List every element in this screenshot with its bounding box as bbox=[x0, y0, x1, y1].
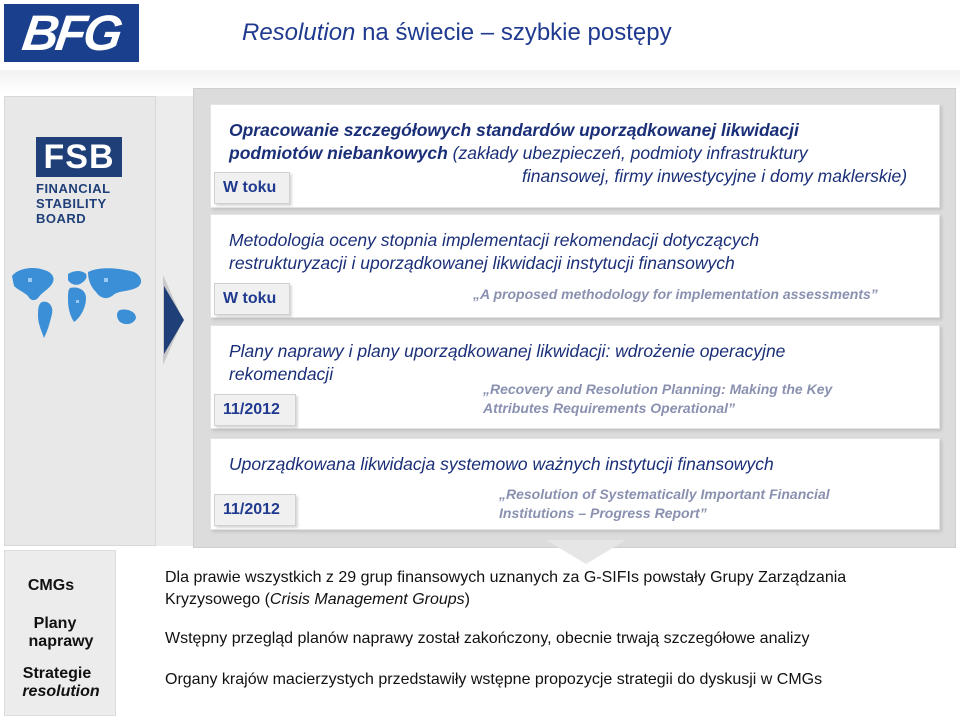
fsb-line3: BOARD bbox=[36, 211, 87, 226]
bfg-logo-text: BFG bbox=[19, 5, 124, 61]
fsb-line2: STABILITY bbox=[36, 196, 107, 211]
card-sifi-resolution bbox=[210, 438, 940, 530]
card1-title-line3: finansowej, firmy inwestycyjne i domy maklerskie) bbox=[522, 166, 908, 186]
fsb-line1: FINANCIAL bbox=[36, 181, 111, 196]
card-recovery-plans bbox=[210, 325, 940, 429]
card2-title-line2: restrukturyzacji i uporządkowanej likwidacji instytucji finansowych bbox=[229, 253, 735, 273]
title-part2: na świecie bbox=[355, 19, 475, 46]
card-methodology bbox=[210, 214, 940, 318]
card3-title-line1: Plany naprawy i plany uporządkowanej likwidacji: wdrożenie operacyjne bbox=[229, 341, 786, 361]
fsb-logo-box bbox=[36, 137, 122, 177]
title-part3: – szybkie postępy bbox=[474, 19, 672, 46]
card4-reference-line2: Institutions – Progress Report” bbox=[499, 505, 707, 521]
label-cmgs: CMGs bbox=[27, 577, 75, 594]
bottom-text-cmgs-line1: Dla prawie wszystkich z 29 grup finansowych uznanych za G-SIFIs powstały Grupy Zarządzania bbox=[165, 569, 847, 586]
bottom-text-strategies: Organy krajów macierzystych przedstawiły wstępne propozycje strategii do dyskusji w CMGs bbox=[165, 671, 823, 688]
status-badge: W toku bbox=[214, 283, 290, 315]
bottom-labels-panel bbox=[4, 550, 116, 716]
title-part1: Resolution bbox=[242, 19, 356, 46]
arrow-right-icon bbox=[164, 286, 184, 354]
page-title bbox=[242, 19, 672, 47]
status-badge: W toku bbox=[214, 172, 290, 204]
card3-title-line2: rekomendacji bbox=[229, 364, 334, 384]
status-badge: 11/2012 bbox=[214, 394, 296, 426]
card3-reference-line1: „Recovery and Resolution Planning: Making the Key bbox=[483, 381, 833, 397]
bottom-text-recovery: Wstępny przegląd planów naprawy został zakończony, obecnie trwają szczegółowe analizy bbox=[165, 630, 810, 647]
card3-reference-line2: Attributes Requirements Operational” bbox=[483, 400, 736, 416]
fsb-name bbox=[36, 181, 122, 226]
card1-title-line1: Opracowanie szczegółowych standardów uporządkowanej likwidacji bbox=[229, 120, 799, 140]
card-nonbank-resolution bbox=[210, 104, 940, 208]
fsb-logo bbox=[36, 137, 122, 227]
card4-reference-line1: „Resolution of Systematically Important Financial bbox=[499, 486, 830, 502]
label-plany: Plany bbox=[33, 615, 77, 632]
label-strategie: Strategie bbox=[22, 665, 92, 682]
card2-title-line1: Metodologia oceny stopnia implementacji rekomendacji dotyczących bbox=[229, 230, 760, 250]
label-resolution: resolution bbox=[22, 683, 100, 700]
card1-title-line2: podmiotów niebankowych (zakłady ubezpieczeń, podmioty infrastruktury bbox=[229, 143, 808, 163]
status-badge: 11/2012 bbox=[214, 494, 296, 526]
fsb-abbr: FSB bbox=[43, 137, 115, 176]
card4-title-line1: Uporządkowana likwidacja systemowo ważnych instytucji finansowych bbox=[229, 454, 774, 474]
label-naprawy: naprawy bbox=[28, 633, 94, 650]
card2-reference: „A proposed methodology for implementation assessments” bbox=[473, 286, 878, 302]
world-map-icon bbox=[8, 262, 150, 344]
arrow-down-icon bbox=[546, 540, 626, 564]
bfg-logo bbox=[4, 4, 139, 62]
bottom-text-cmgs-line2: Kryzysowego (Crisis Management Groups) bbox=[165, 591, 470, 608]
